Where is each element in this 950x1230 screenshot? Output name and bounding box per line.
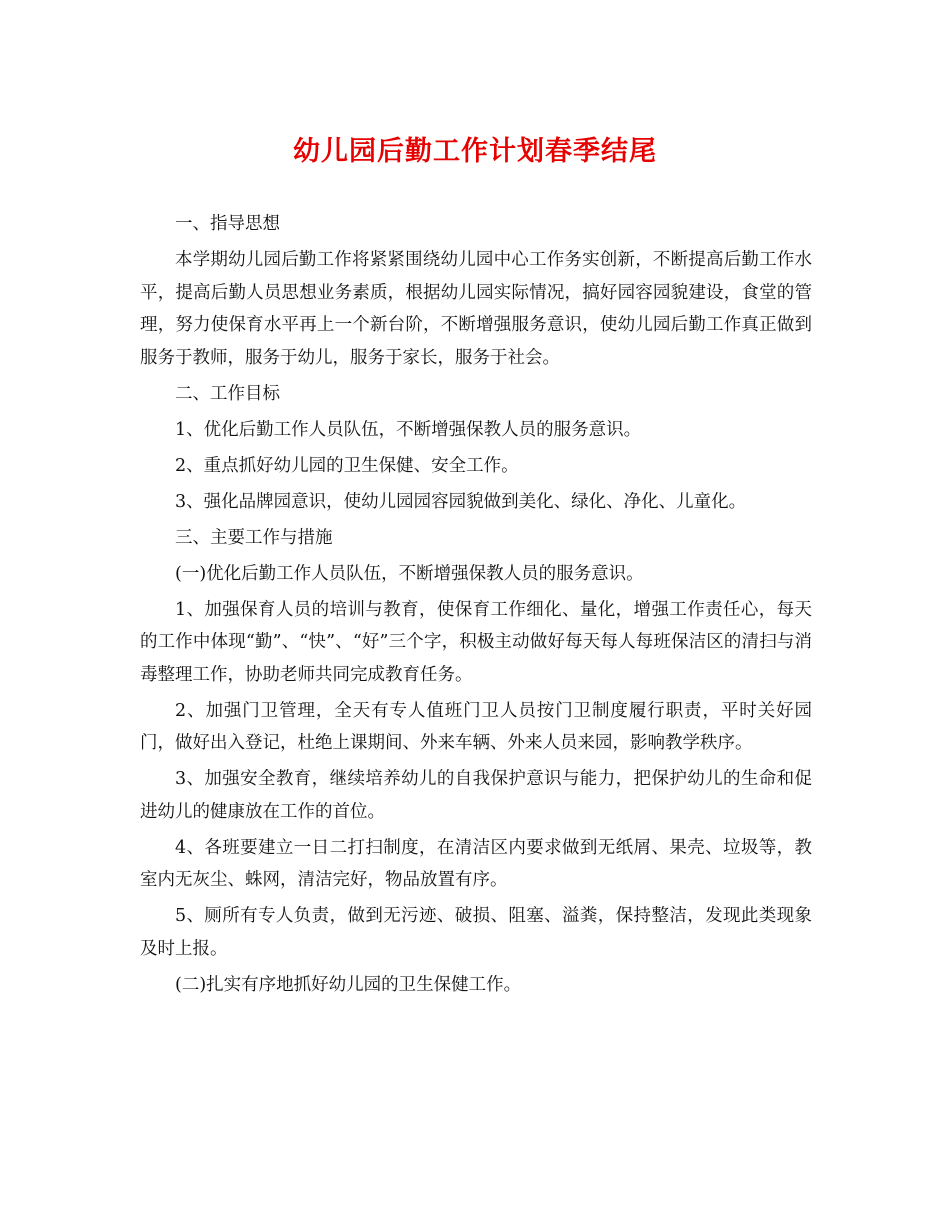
list-item-measure-1: 1、加强保育人员的培训与教育，使保育工作细化、量化，增强工作责任心，每天的工作中体现“勤”、“快”、“好”三个字，积极主动做好每天每人每班保洁区的清扫与消毒整理工作，协助老师共同完成教育任务。	[140, 599, 812, 685]
list-item-measure-3: 3、加强安全教育，继续培养幼儿的自我保护意识与能力，把保护幼儿的生命和促进幼儿的健康放在工作的首位。	[140, 769, 812, 822]
subsection-heading-1: (一)优化后勤工作人员队伍，不断增强保教人员的服务意识。	[175, 563, 644, 584]
section-heading-guiding-thought: 一、指导思想	[175, 214, 280, 234]
document-body	[140, 208, 812, 1005]
section-heading-main-work: 三、主要工作与措施	[175, 527, 333, 548]
subsection-heading-2: (二)扎实有序地抓好幼儿园的卫生保健工作。	[175, 974, 522, 995]
section-heading-work-goals: 二、工作目标	[175, 383, 280, 404]
list-item-measure-5: 5、厕所有专人负责，做到无污迹、破损、阻塞、溢粪，保持整洁，发现此类现象及时上报。	[140, 906, 812, 959]
list-item-goal-3: 3、强化品牌园意识，使幼儿园园容园貌做到美化、绿化、净化、儿童化。	[175, 491, 747, 512]
paragraph-guiding-thought: 本学期幼儿园后勤工作将紧紧围绕幼儿园中心工作务实创新，不断提高后勤工作水平，提高后勤人员思想业务素质，根据幼儿园实际情况，搞好园容园貌建设，食堂的管理，努力使保育水平再上一个新台阶，不断增强服务意识，使幼儿园后勤工作真正做到服务于教师，服务于幼儿，服务于家长，服务于社会。	[140, 250, 812, 368]
page-title: 幼儿园后勤工作计划春季结尾	[293, 136, 657, 167]
list-item-goal-1: 1、优化后勤工作人员队伍，不断增强保教人员的服务意识。	[175, 419, 642, 440]
list-item-measure-4: 4、各班要建立一日二打扫制度，在清洁区内要求做到无纸屑、果壳、垃圾等，教室内无灰尘、蛛网，清洁完好，物品放置有序。	[140, 837, 812, 890]
list-item-goal-2: 2、重点抓好幼儿园的卫生保健、安全工作。	[175, 455, 519, 476]
list-item-measure-2: 2、加强门卫管理，全天有专人值班门卫人员按门卫制度履行职责，平时关好园门，做好出入登记，杜绝上课期间、外来车辆、外来人员来园，影响教学秩序。	[140, 700, 812, 753]
